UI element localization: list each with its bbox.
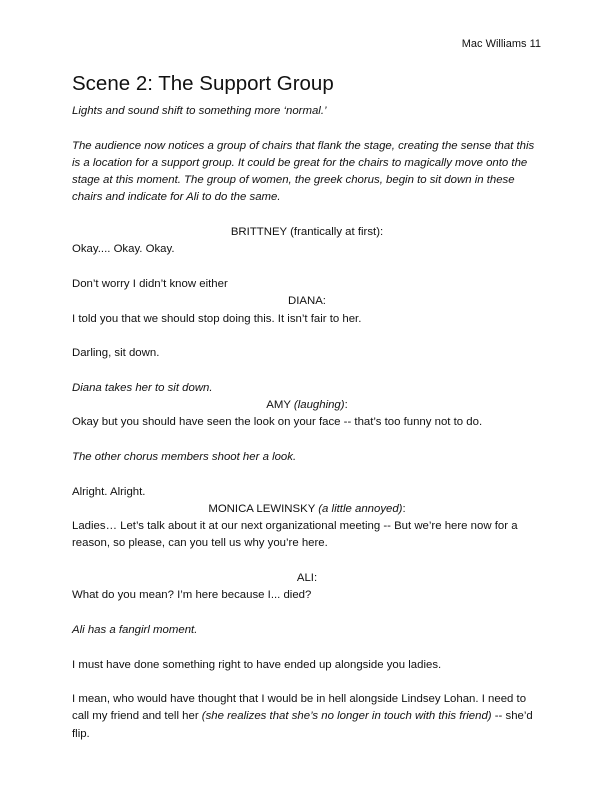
character-name-amy <box>72 397 542 414</box>
character-name: MONICA LEWINSKY <box>208 502 316 515</box>
dialogue-line: Okay but you should have seen the look on your face -- that’s too funny not to do. <box>72 416 483 429</box>
character-name-diana: DIANA: <box>288 295 326 308</box>
script-body <box>72 103 542 743</box>
dialogue-line <box>72 691 542 743</box>
dialogue-line: Darling, sit down. <box>72 347 160 360</box>
character-name-monica <box>72 501 542 518</box>
character-name-brittney: BRITTNEY (frantically at first): <box>230 226 384 239</box>
stage-direction: The other chorus members shoot her a look. <box>72 450 297 463</box>
colon: : <box>344 399 348 412</box>
stage-direction: Lights and sound shift to something more ‘normal.’ <box>72 105 327 117</box>
dialogue-line: What do you mean? I’m here because I... died? <box>72 589 312 602</box>
dialogue-text: I mean, who would have thought that I would be in hell alongside Lindsey Lohan. I need to call my friend and tell her <box>72 693 527 723</box>
stage-direction: The audience now notices a group of chairs that flank the stage, creating the sense that this is a location for a support group. It could be great for the chairs to magically move onto the stage at this moment. The group of women, the greek chorus, begin to sit down in these chairs and indicate for Ali to do the same. <box>72 139 535 204</box>
character-name-ali: ALI: <box>296 572 318 585</box>
parenthetical: (she realizes that she’s no longer in touch with this friend) <box>201 710 492 723</box>
page-header: Mac Williams 11 <box>461 38 541 50</box>
dialogue-line: Okay.... Okay. Okay. <box>72 243 175 256</box>
parenthetical: (a little annoyed) <box>318 502 403 515</box>
dialogue-line: I must have done something right to have ended up alongside you ladies. <box>72 658 442 671</box>
colon: : <box>402 502 406 515</box>
dialogue-line: Ladies… Let’s talk about it at our next organizational meeting -- But we’re here now for a reason, so please, can you tell us why you’re here. <box>72 520 518 550</box>
dialogue-line: Alright. Alright. <box>72 485 146 498</box>
scene-title: Scene 2: The Support Group <box>72 72 334 95</box>
parenthetical: (laughing) <box>293 399 345 412</box>
stage-direction: Ali has a fangirl moment. <box>72 623 198 636</box>
dialogue-text: -- she’d flip. <box>72 710 533 740</box>
character-name: AMY <box>266 399 291 412</box>
dialogue-line: Don’t worry I didn’t know either <box>72 277 228 290</box>
dialogue-line: I told you that we should stop doing this. It isn’t fair to her. <box>72 312 362 325</box>
stage-direction: Diana takes her to sit down. <box>72 381 213 394</box>
